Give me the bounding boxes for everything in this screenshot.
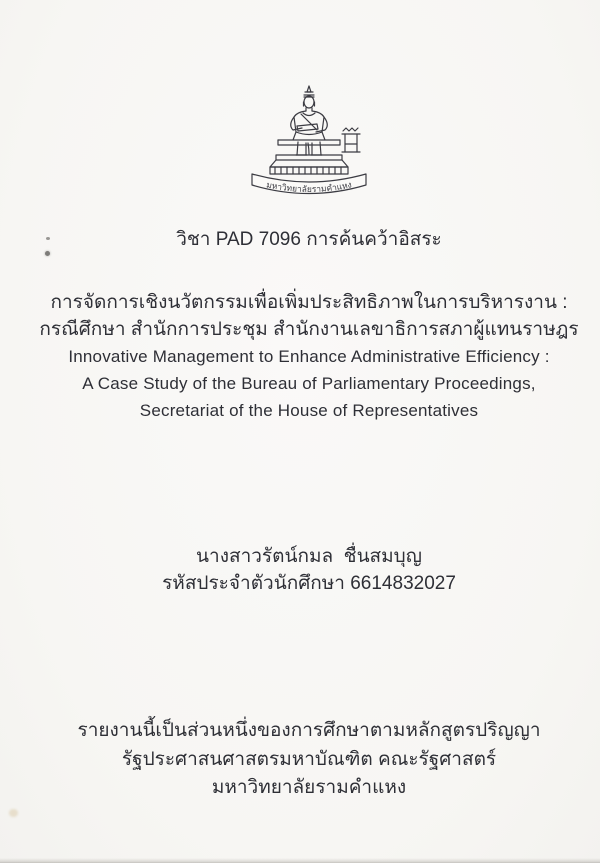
title-english-line-2: A Case Study of the Bureau of Parliamentary Proceedings, xyxy=(82,374,536,393)
degree-statement-line-1: รายงานนี้เป็นส่วนหนึ่งของการศึกษาตามหลักสูตรปริญญา xyxy=(77,720,541,741)
degree-statement-block xyxy=(9,717,600,803)
scan-speck xyxy=(45,251,50,256)
emblem-container xyxy=(9,84,600,204)
scan-speck xyxy=(46,237,50,240)
degree-statement-line-2: รัฐประศาสนศาสตรมหาบัณฑิต คณะรัฐศาสตร์ xyxy=(121,748,497,770)
title-english-line-1: Innovative Management to Enhance Administrative Efficiency : xyxy=(68,347,550,366)
title-thai-line-1: การจัดการเชิงนวัตกรรมเพื่อเพิ่มประสิทธิภาพในการบริหารงาน : xyxy=(50,292,568,313)
scan-stain xyxy=(9,809,18,817)
seal-figure xyxy=(270,86,360,174)
degree-statement-line-3: มหาวิทยาลัยรามคำแหง xyxy=(211,777,407,798)
seal-banner xyxy=(252,174,366,194)
report-title-block xyxy=(9,289,600,424)
title-english-line-3: Secretariat of the House of Representatives xyxy=(139,401,479,420)
course-title: วิชา PAD 7096 การค้นคว้าอิสระ xyxy=(176,229,442,250)
title-thai-line-2: กรณีศึกษา สำนักการประชุม สำนักงานเลขาธิการสภาผู้แทนราษฎร xyxy=(39,319,579,340)
author-block xyxy=(9,543,600,597)
seal-banner-text: มหาวิทยาลัยรามคำแหง xyxy=(265,179,353,195)
scan-bottom-edge-shadow xyxy=(0,858,600,863)
student-id: รหัสประจำตัวนักศึกษา 6614832027 xyxy=(162,573,456,594)
author-name: นางสาวรัตน์กมล ชื่นสมบุญ xyxy=(196,546,422,567)
university-seal-logo xyxy=(242,84,376,204)
